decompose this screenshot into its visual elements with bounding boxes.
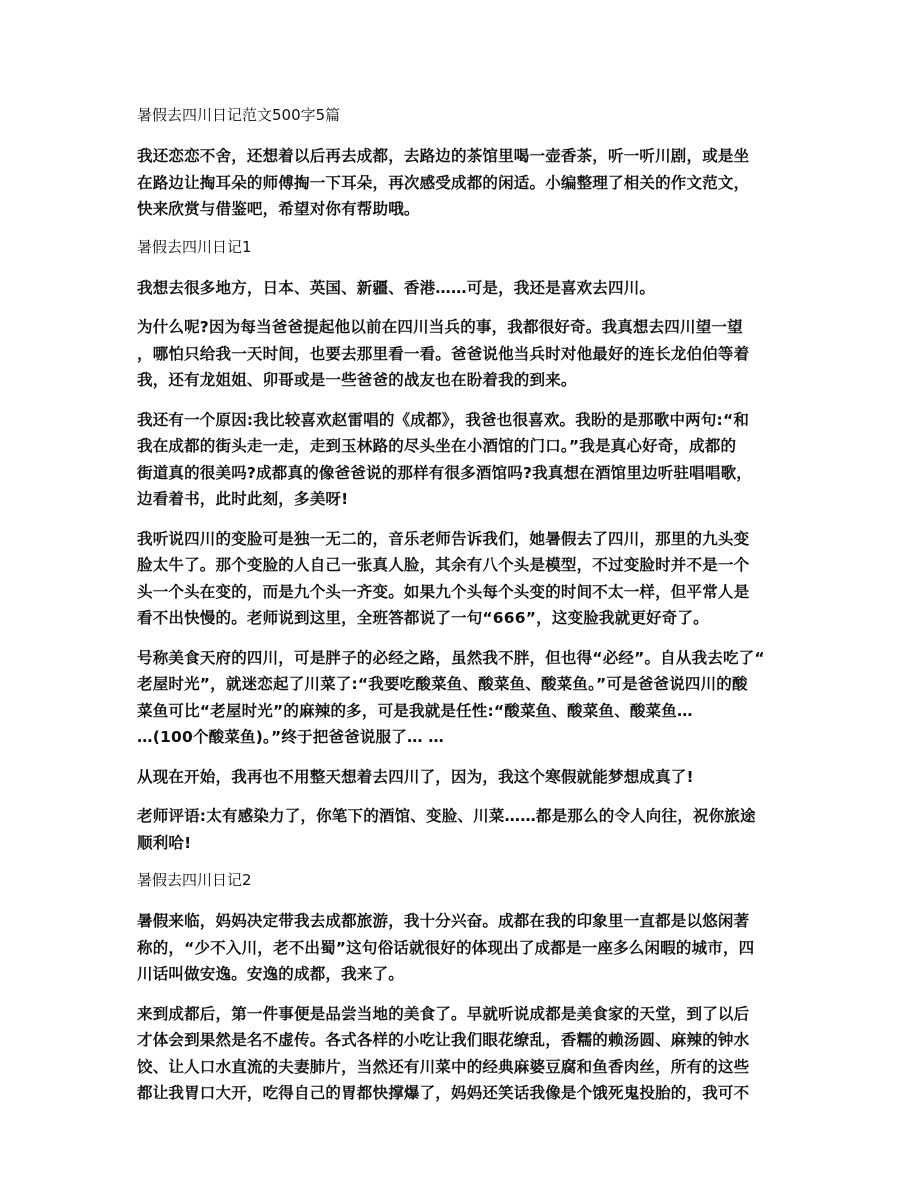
paragraph: 号称美食天府的四川，可是胖子的必经之路，虽然我不胖，但也得“必经”。自从我去吃了“ 老屋时光”，就迷恋起了川菜了:“我要吃酸菜鱼、酸菜鱼、酸菜鱼。”可是爸爸说四川的酸 菜鱼可比“老屋时光”的麻辣的多，可是我就是任性:“酸菜鱼、酸菜鱼、酸菜鱼… …(100个酸菜鱼)。”终于把爸爸说服了… … [137, 648, 765, 746]
section-heading: 暑假去四川日记1 [137, 237, 252, 256]
document-title: 暑假去四川日记范文500字5篇 [137, 106, 341, 124]
paragraph: 我听说四川的变脸可是独一无二的，音乐老师告诉我们，她暑假去了四川，那里的九头变 脸太牛了。那个变脸的人自己一张真人脸，其余有八个头是模型，不过变脸时并不是一个 头一个头在变的，而是九个头一齐变。如果九个头每个头变的时间不太一样，但平常人是 看不出快慢的。老师说到这里，全班答都说了一句“666”，这变脸我就更好奇了。 [137, 529, 750, 627]
teacher-comment-paragraph: 老师评语:太有感染力了，你笔下的酒馆、变脸、川菜……都是那么的令人向往，祝你旅途 顺利哈! [137, 807, 756, 852]
paragraph: 从现在开始，我再也不用整天想着去四川了，因为，我这个寒假就能梦想成真了! [137, 767, 694, 786]
section-heading: 暑假去四川日记2 [137, 871, 252, 889]
paragraph: 来到成都后，第一件事便是品尝当地的美食了。早就听说成都是美食家的天堂，到了以后 才体会到果然是名不虚传。各式各样的小吃让我们眼花缭乱，香糯的赖汤圆、麻辣的钟水 饺、让人口水直流的夫妻肺片，当然还有川菜中的经典麻婆豆腐和鱼香肉丝，所有的这些 都让我胃口大开，吃得自己的胃都快撑爆了，妈妈还笑话我像是个饿死鬼投胎的，我可不 [137, 1004, 750, 1102]
document-body [137, 104, 783, 1120]
intro-paragraph: 我还恋恋不舍，还想着以后再去成都，去路边的茶馆里喝一壶香茶，听一听川剧，或是坐 在路边让掏耳朵的师傅掏一下耳朵，再次感受成都的闲适。小编整理了相关的作文范文， 快来欣赏与借鉴吧，希望对你有帮助哦。 [137, 147, 750, 218]
paragraph: 为什么呢?因为每当爸爸提起他以前在四川当兵的事，我都很好奇。我真想去四川望一望 ，哪怕只给我一天时间，也要去那里看一看。爸爸说他当兵时对他最好的连长龙伯伯等着 我，还有龙姐姐、卯哥或是一些爸爸的战友也在盼着我的到来。 [137, 318, 750, 389]
paragraph: 暑假来临，妈妈决定带我去成都旅游，我十分兴奋。成都在我的印象里一直都是以悠闲著 称的，“少不入川，老不出蜀”这句俗话就很好的体现出了成都是一座多么闲暇的城市，四 川话叫做安逸。安逸的成都，我来了。 [137, 912, 755, 983]
paragraph: 我想去很多地方，日本、英国、新疆、香港……可是，我还是喜欢去四川。 [137, 278, 656, 297]
paragraph: 我还有一个原因:我比较喜欢赵雷唱的《成都》，我爸也很喜欢。我盼的是那歌中两句:“和 我在成都的街头走一走，走到玉林路的尽头坐在小酒馆的门口。”我是真心好奇，成都的 街道真的很美吗?成都真的像爸爸说的那样有很多酒馆吗?我真想在酒馆里边听驻唱唱歌， 边看着书，此时此刻，多美呀! [137, 410, 752, 508]
